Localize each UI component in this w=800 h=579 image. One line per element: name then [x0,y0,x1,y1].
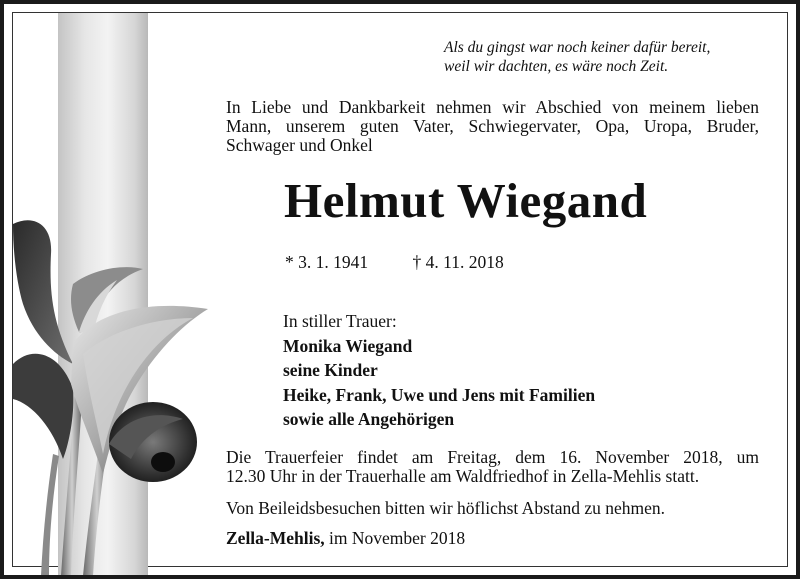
place-name: Zella-Mehlis, [226,528,325,548]
mourners-heading: In stiller Trauer: [283,311,397,331]
birth-date: * 3. 1. 1941 [285,252,369,272]
intro-line: Mann, unserem guten Vater, Schwiegervater, Opa, Uropa, Bruder, [226,116,759,136]
motto-line: Als du gingst war noch keiner dafür bereit, [444,39,711,56]
deceased-name: Helmut Wiegand [284,173,648,228]
mourners-block [283,309,595,432]
condolence-request: Von Beileidsbesuchen bitten wir höflichst Abstand zu nehmen. [226,498,666,518]
mourner-name: Heike, Frank, Uwe und Jens mit Familien [283,384,596,405]
life-dates [285,252,504,273]
place-date [226,528,465,549]
ceremony-line: Die Trauerfeier findet am Freitag, dem 16. November 2018, um [226,447,759,467]
notice-date: im November 2018 [329,528,466,548]
intro-line: In Liebe und Dankbarkeit nehmen wir Abschied von meinem lieben [226,97,759,117]
ceremony-line: 12.30 Uhr in der Trauerhalle am Waldfriedhof in Zella-Mehlis statt. [226,466,700,486]
motto-verse [444,38,764,76]
mourner-name: Monika Wiegand [283,335,413,356]
intro-paragraph [226,98,759,155]
intro-line: Schwager und Onkel [226,135,373,155]
ceremony-info [226,448,759,486]
motto-line: weil wir dachten, es wäre noch Zeit. [444,58,669,75]
death-date: † 4. 11. 2018 [412,252,504,272]
calla-lily-illustration [13,214,213,576]
mourner-name: sowie alle Angehörigen [283,409,455,429]
mourner-name: seine Kinder [283,360,378,380]
